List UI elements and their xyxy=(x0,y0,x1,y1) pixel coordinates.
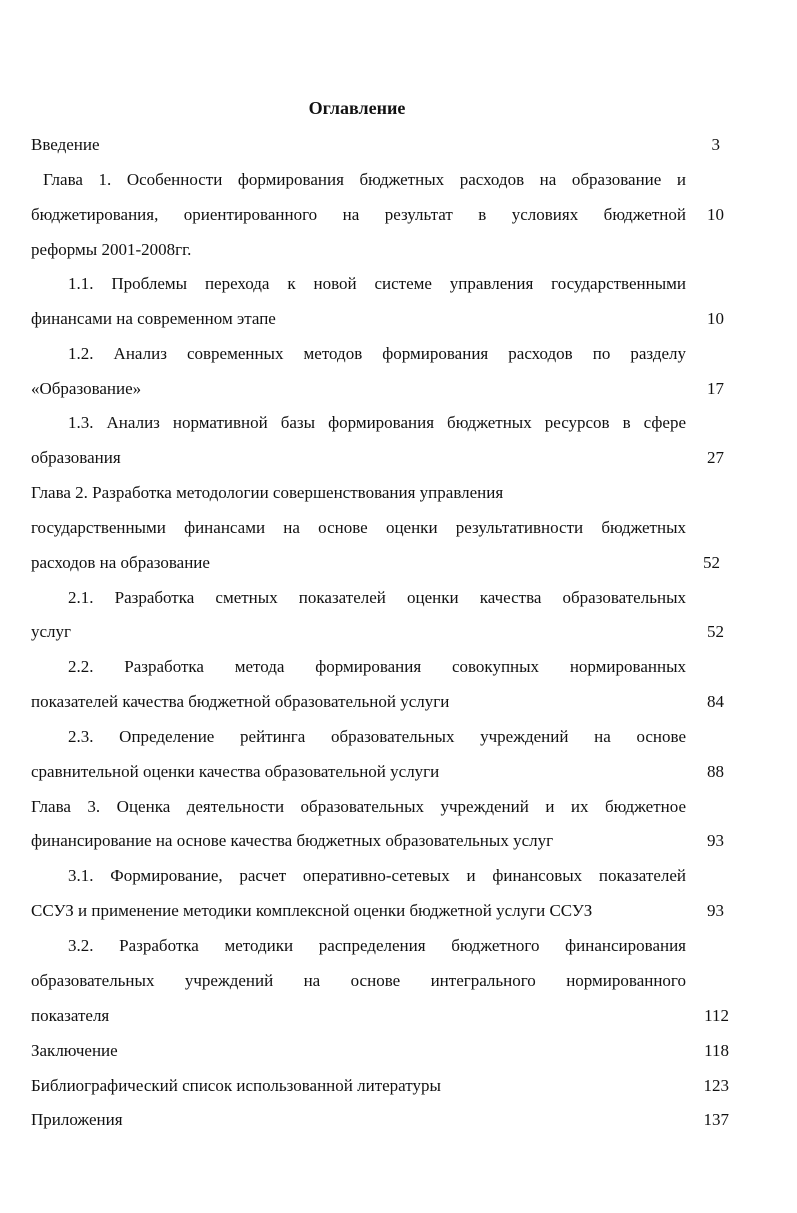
toc-s12-page: 17 xyxy=(707,379,724,398)
toc-ch1-line2[interactable]: бюджетирования, ориентированного на результат в условиях бюджетной xyxy=(31,205,686,224)
toc-s31-line2[interactable]: ССУЗ и применение методики комплексной оценки бюджетной услуги ССУЗ xyxy=(31,901,593,920)
toc-s31-page: 93 xyxy=(707,901,724,920)
toc-ch3-page: 93 xyxy=(707,831,724,850)
toc-intro-page: 3 xyxy=(711,135,720,154)
toc-s11-page: 10 xyxy=(707,309,724,328)
toc-s32-line2[interactable]: образовательных учреждений на основе интегрального нормированного xyxy=(31,971,686,990)
toc-conclusion-text[interactable]: Заключение xyxy=(31,1041,118,1060)
toc-s12-line2[interactable]: «Образование» xyxy=(31,379,142,398)
toc-s32-line1[interactable]: 3.2. Разработка методики распределения бюджетного финансирования xyxy=(68,936,686,955)
toc-s13-line2[interactable]: образования xyxy=(31,448,121,467)
toc-s23-line1[interactable]: 2.3. Определение рейтинга образовательных учреждений на основе xyxy=(68,727,686,746)
toc-s23-line2[interactable]: сравнительной оценки качества образовательной услуги xyxy=(31,762,440,781)
toc-s32-page: 112 xyxy=(704,1006,729,1025)
toc-s12-line1[interactable]: 1.2. Анализ современных методов формирования расходов по разделу xyxy=(68,344,686,363)
toc-ch3-line2[interactable]: финансирование на основе качества бюджетных образовательных услуг xyxy=(31,831,554,850)
toc-conclusion-page: 118 xyxy=(704,1041,729,1060)
toc-ch1-line3[interactable]: реформы 2001-2008гг. xyxy=(31,240,192,259)
toc-appendices-text[interactable]: Приложения xyxy=(31,1110,123,1129)
toc-bibliography-text[interactable]: Библиографический список использованной литературы xyxy=(31,1076,441,1095)
toc-s21-page: 52 xyxy=(707,622,724,641)
toc-bibliography-page: 123 xyxy=(703,1076,729,1095)
toc-s11-line2[interactable]: финансами на современном этапе xyxy=(31,309,276,328)
toc-s23-page: 88 xyxy=(707,762,724,781)
toc-s31-line1[interactable]: 3.1. Формирование, расчет оперативно-сетевых и финансовых показателей xyxy=(68,866,686,885)
toc-s22-line1[interactable]: 2.2. Разработка метода формирования совокупных нормированных xyxy=(68,657,686,676)
toc-s22-line2[interactable]: показателей качества бюджетной образовательной услуги xyxy=(31,692,450,711)
toc-s21-line1[interactable]: 2.1. Разработка сметных показателей оценки качества образовательных xyxy=(68,588,686,607)
toc-s21-line2[interactable]: услуг xyxy=(31,622,72,641)
toc-ch2-line3[interactable]: расходов на образование xyxy=(31,553,210,572)
toc-ch1-line1[interactable]: Глава 1. Особенности формирования бюджетных расходов на образование и xyxy=(43,170,686,189)
toc-intro-text[interactable]: Введение xyxy=(31,135,100,154)
page-title: Оглавление xyxy=(308,98,406,118)
toc-ch2-page: 52 xyxy=(703,553,720,572)
toc-ch1-page: 10 xyxy=(707,205,724,224)
toc-s11-line1[interactable]: 1.1. Проблемы перехода к новой системе управления государственными xyxy=(68,274,686,293)
toc-s13-page: 27 xyxy=(707,448,724,467)
toc-s22-page: 84 xyxy=(707,692,724,711)
toc-appendices-page: 137 xyxy=(703,1110,729,1129)
toc-ch3-line1[interactable]: Глава 3. Оценка деятельности образовательных учреждений и их бюджетное xyxy=(31,797,686,816)
toc-ch2-line2[interactable]: государственными финансами на основе оценки результативности бюджетных xyxy=(31,518,686,537)
toc-ch2-line1[interactable]: Глава 2. Разработка методологии совершенствования управления xyxy=(31,483,504,502)
toc-s32-line3[interactable]: показателя xyxy=(31,1006,110,1025)
toc-s13-line1[interactable]: 1.3. Анализ нормативной базы формирования бюджетных ресурсов в сфере xyxy=(68,413,686,432)
